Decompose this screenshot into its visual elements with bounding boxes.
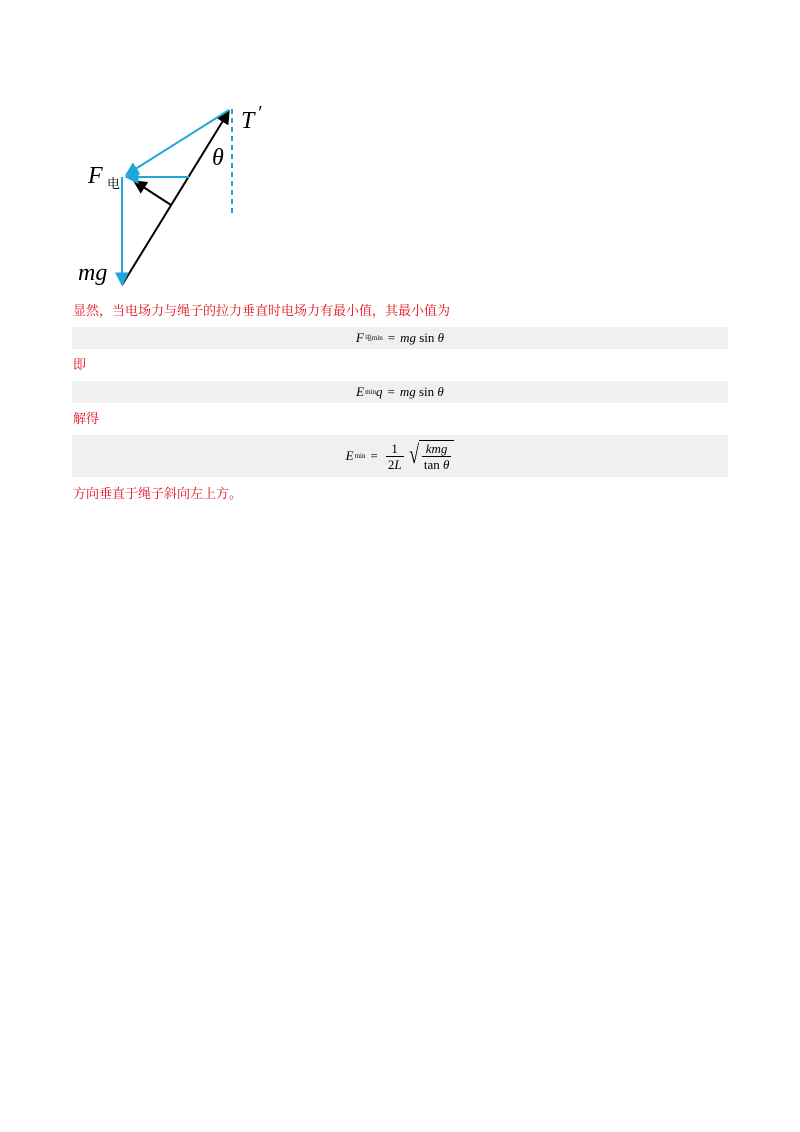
- formula-3: [72, 435, 728, 477]
- f3-inner-num: kmg: [425, 441, 448, 456]
- explanation-line-2: 即: [73, 358, 87, 373]
- explanation-line-3: 解得: [73, 412, 100, 427]
- force-diagram-svg: [70, 95, 290, 295]
- f3-inner-theta: θ: [442, 457, 450, 472]
- f1-eq: =: [387, 330, 396, 345]
- f3-frac-den: [386, 456, 404, 472]
- f2-lhs-sub: min: [365, 388, 377, 396]
- label-t: T: [241, 108, 255, 134]
- explanation-line-1: 显然，当电场力与绳子的拉力垂直时电场力有最小值，其最小值为: [73, 304, 451, 319]
- force-diagram: [70, 95, 290, 295]
- label-theta: θ: [212, 145, 224, 171]
- f2-eq: =: [387, 384, 395, 399]
- f3-tan: tan: [423, 457, 440, 472]
- sqrt-icon: √: [408, 440, 419, 469]
- f3-sqrt: [407, 440, 455, 472]
- f1-theta: θ: [437, 330, 445, 345]
- f2-sin: sin: [419, 384, 435, 399]
- f3-eq: =: [370, 448, 378, 463]
- f2-mg: mg: [399, 384, 416, 399]
- f3-inner-den: [422, 456, 452, 472]
- f3-lhs-sub: min: [354, 452, 366, 460]
- f1-mg: mg: [400, 330, 416, 345]
- min-field-force-vector: [134, 181, 171, 205]
- f3-den-l: L: [394, 456, 402, 472]
- f2-q: q: [376, 384, 383, 399]
- formula-2: [72, 381, 728, 403]
- f1-lhs: F: [355, 330, 364, 345]
- f1-lhs-sub: 电min: [364, 334, 383, 342]
- f2-lhs: E: [356, 384, 365, 399]
- f3-inner-fraction: [422, 441, 452, 472]
- label-mg: mg: [78, 260, 108, 286]
- f1-sin: sin: [419, 330, 435, 345]
- explanation-line-4: 方向垂直于绳子斜向左上方。: [73, 487, 243, 502]
- formula-1: [72, 327, 728, 349]
- label-f-sub: 电: [107, 177, 121, 192]
- f3-radicand: [419, 440, 455, 472]
- f3-fraction: [386, 441, 404, 472]
- f2-theta: θ: [437, 384, 444, 399]
- f3-den-2: 2: [387, 456, 395, 472]
- tension-vector: [122, 111, 229, 285]
- label-f: F: [88, 163, 103, 189]
- f3-lhs: E: [345, 448, 354, 463]
- label-t-prime: ′: [257, 102, 262, 124]
- f3-frac-num: 1: [391, 440, 398, 456]
